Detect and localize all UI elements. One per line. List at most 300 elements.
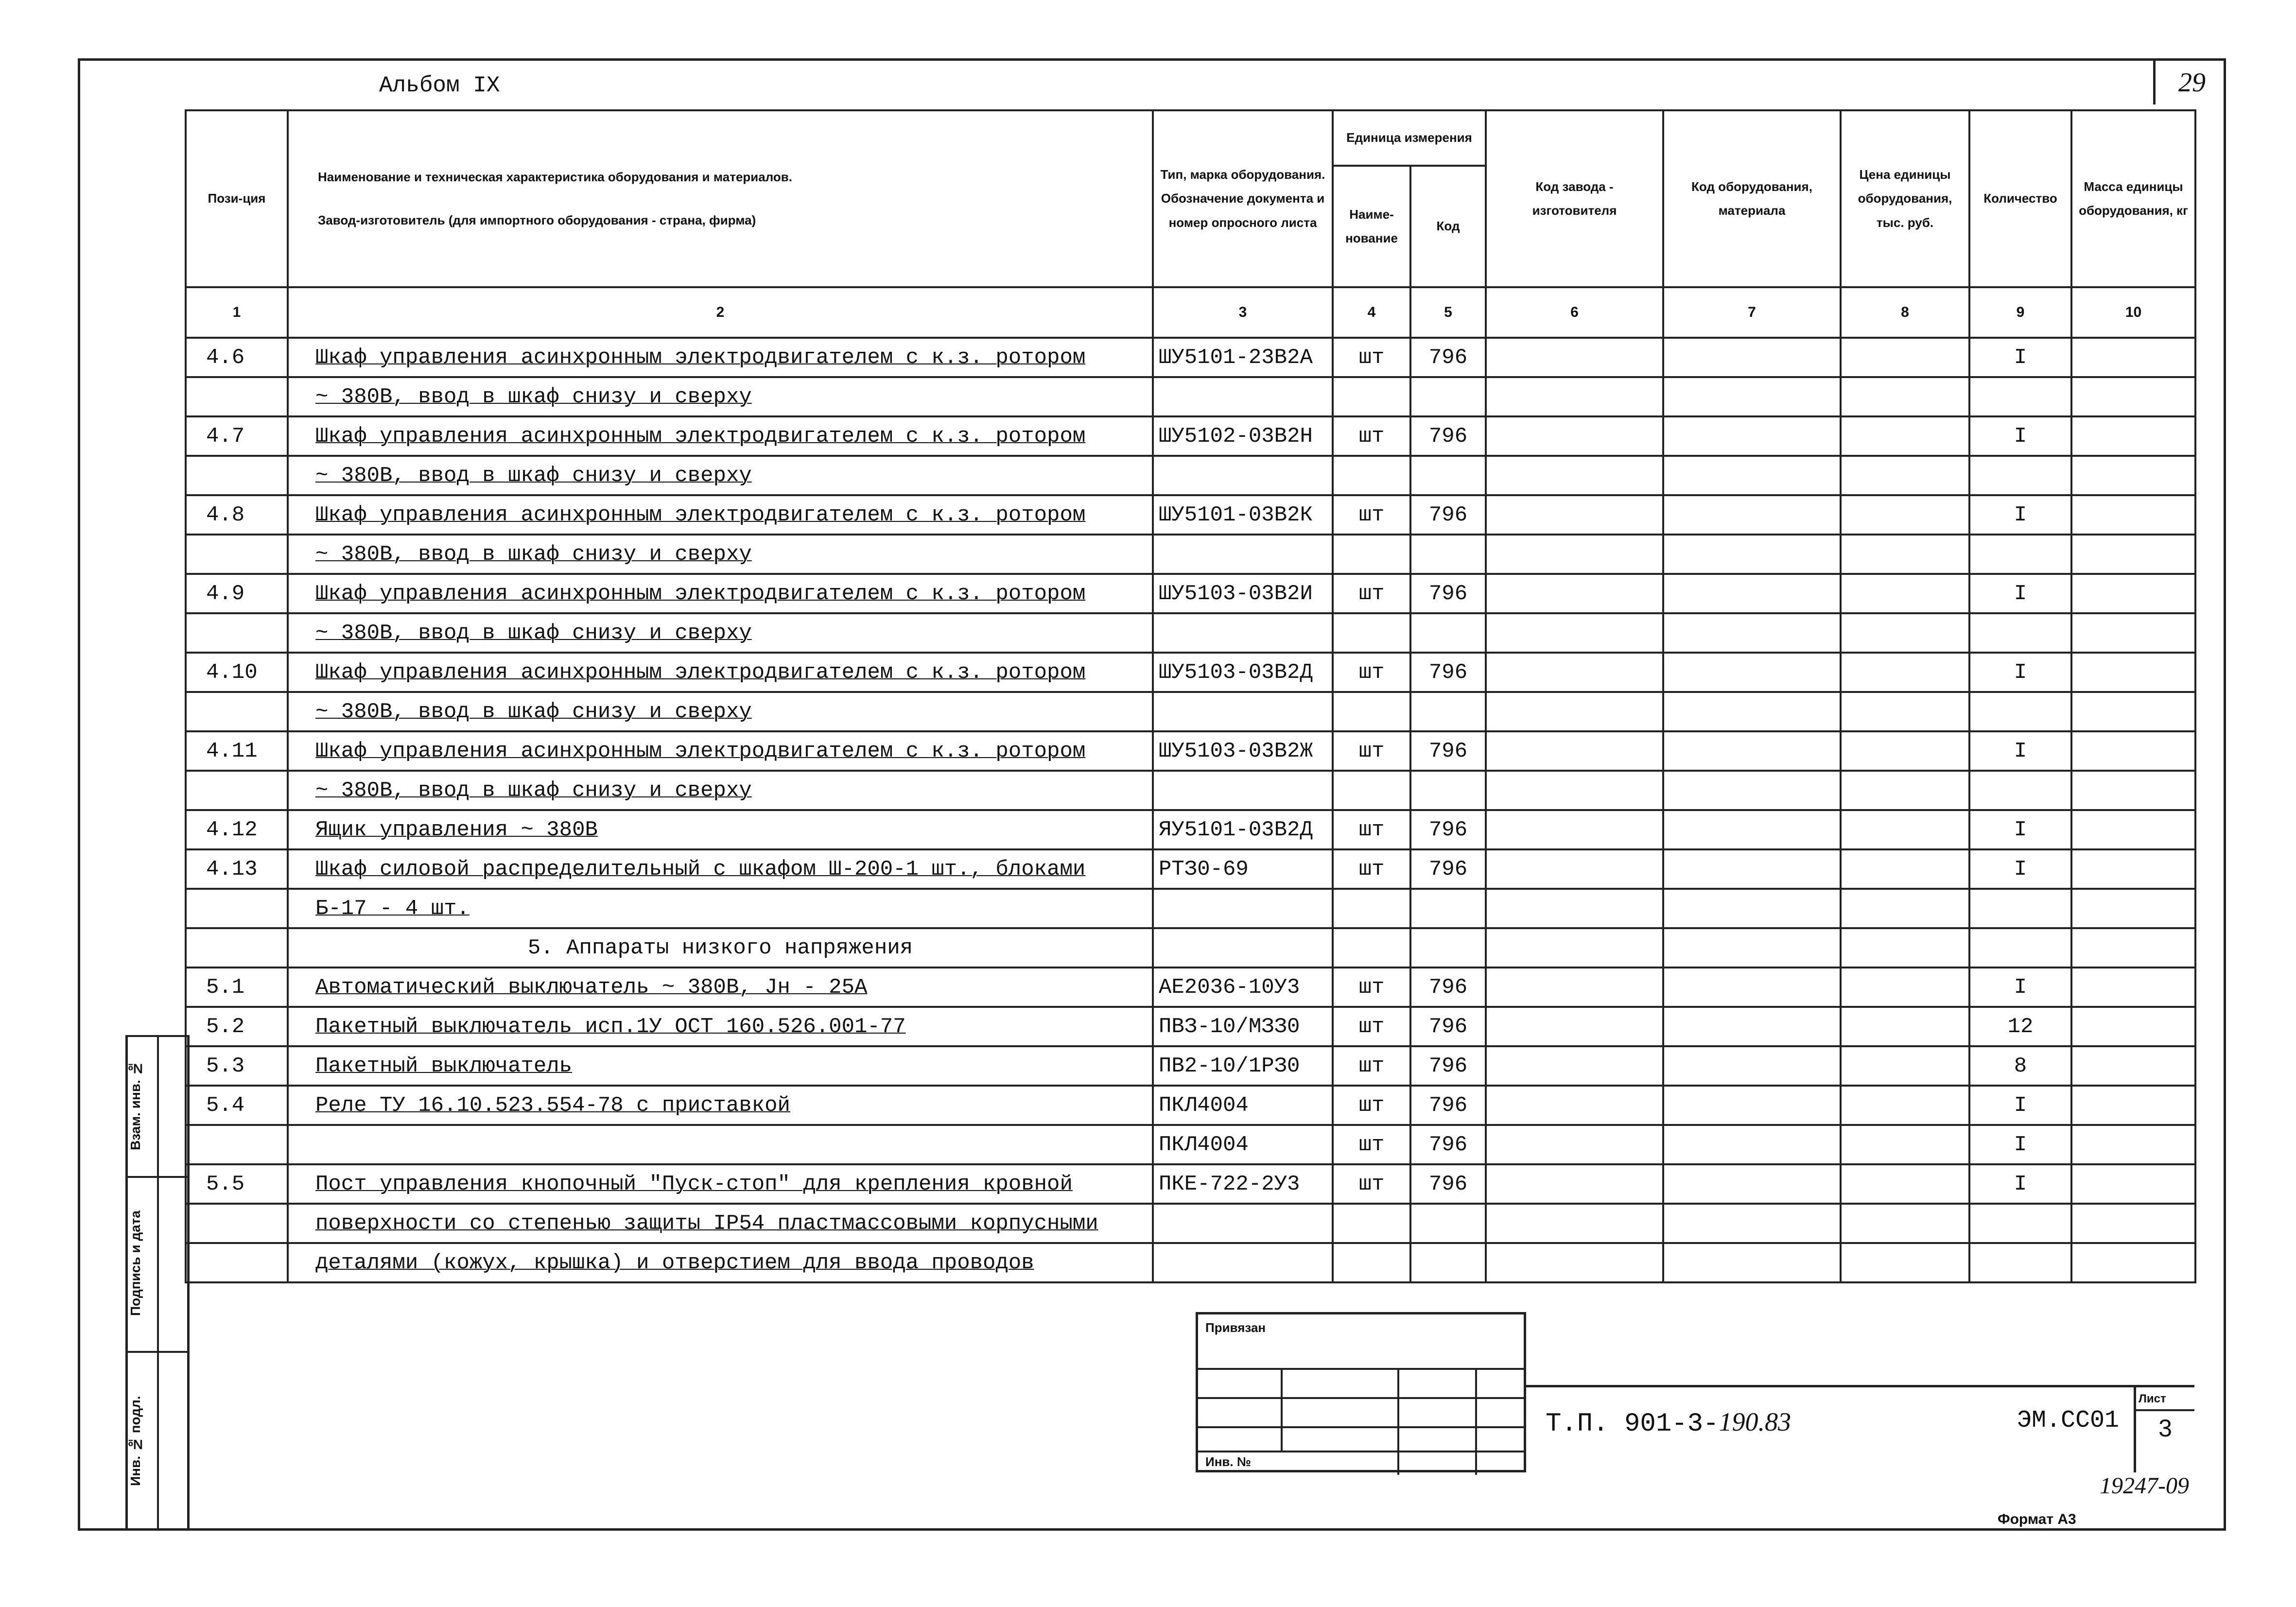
cell-m — [2071, 338, 2195, 377]
cell-qty — [1969, 771, 2071, 810]
cell-p — [1841, 1243, 1969, 1282]
cell-type: ЯУ5101-03В2Д — [1153, 810, 1333, 849]
cell-e — [1663, 810, 1841, 849]
cell-pos: 5.3 — [186, 1046, 288, 1086]
cell-qty: I — [1969, 495, 2071, 535]
cell-code: 796 — [1410, 849, 1486, 889]
cell-name: ~ 380В, ввод в шкаф снизу и сверху — [288, 692, 1153, 731]
cell-qty: I — [1969, 810, 2071, 849]
cell-unit — [1333, 456, 1410, 495]
cell-type — [1153, 1243, 1333, 1282]
cell-pos: 4.9 — [186, 574, 288, 613]
cell-unit: шт — [1333, 574, 1410, 613]
cell-type — [1153, 613, 1333, 653]
cell-unit: шт — [1333, 416, 1410, 456]
cell-f — [1486, 771, 1663, 810]
cell-type — [1153, 692, 1333, 731]
specification-table — [185, 109, 2196, 1283]
cell-e — [1663, 377, 1841, 416]
cell-type — [1153, 771, 1333, 810]
cell-unit: шт — [1333, 1046, 1410, 1086]
cell-p — [1841, 731, 1969, 771]
cell-f — [1486, 1164, 1663, 1204]
cell-m — [2071, 1125, 2195, 1164]
cell-code — [1410, 377, 1486, 416]
cell-pos: 4.7 — [186, 416, 288, 456]
cell-code: 796 — [1410, 968, 1486, 1007]
cell-pos — [186, 692, 288, 731]
cell-f — [1486, 613, 1663, 653]
cell-p — [1841, 928, 1969, 968]
cell-pos — [186, 771, 288, 810]
col-num: 8 — [1841, 287, 1969, 338]
cell-f — [1486, 377, 1663, 416]
header-type: Тип, марка оборудования. Обозначение документа и номер опросного листа — [1153, 110, 1333, 287]
cell-e — [1663, 889, 1841, 928]
cell-unit — [1333, 1243, 1410, 1282]
cell-name: поверхности со степенью защиты IP54 пластмассовыми корпусными — [288, 1204, 1153, 1243]
cell-f — [1486, 535, 1663, 574]
cell-m — [2071, 1204, 2195, 1243]
cell-unit: шт — [1333, 1086, 1410, 1125]
col-num: 5 — [1410, 287, 1486, 338]
cell-e — [1663, 968, 1841, 1007]
cell-m — [2071, 889, 2195, 928]
cell-unit: шт — [1333, 1007, 1410, 1046]
table-row — [186, 1204, 2195, 1243]
col-num: 7 — [1663, 287, 1841, 338]
cell-code: 796 — [1410, 810, 1486, 849]
cell-unit — [1333, 889, 1410, 928]
cell-f — [1486, 1125, 1663, 1164]
project-number-handwritten: 190.83 — [1719, 1407, 1791, 1436]
cell-code: 796 — [1410, 653, 1486, 692]
cell-e — [1663, 495, 1841, 535]
cell-name: Реле ТУ 16.10.523.554-78 с приставкой — [288, 1086, 1153, 1125]
cell-pos — [186, 456, 288, 495]
cell-p — [1841, 338, 1969, 377]
cell-type: ПКЛ4004 — [1153, 1086, 1333, 1125]
cell-f — [1486, 456, 1663, 495]
cell-e — [1663, 731, 1841, 771]
cell-pos: 4.8 — [186, 495, 288, 535]
table-row — [186, 1007, 2195, 1046]
cell-type — [1153, 1204, 1333, 1243]
cell-name: ~ 380В, ввод в шкаф снизу и сверху — [288, 535, 1153, 574]
cell-qty — [1969, 535, 2071, 574]
table-row — [186, 416, 2195, 456]
table-row — [186, 771, 2195, 810]
cell-qty — [1969, 1204, 2071, 1243]
cell-qty: I — [1969, 1125, 2071, 1164]
cell-p — [1841, 574, 1969, 613]
cell-e — [1663, 574, 1841, 613]
cell-m — [2071, 613, 2195, 653]
cell-p — [1841, 1204, 1969, 1243]
cell-unit — [1333, 928, 1410, 968]
cell-type — [1153, 928, 1333, 968]
cell-f — [1486, 731, 1663, 771]
header-qty: Количество — [1969, 110, 2071, 287]
column-numbers-row — [186, 287, 2195, 338]
cell-type: ПКЕ-722-2У3 — [1153, 1164, 1333, 1204]
cell-e — [1663, 416, 1841, 456]
cell-code: 796 — [1410, 1125, 1486, 1164]
cell-type: ПВ2-10/1РЗ0 — [1153, 1046, 1333, 1086]
cell-unit: шт — [1333, 968, 1410, 1007]
sheet-number: 3 — [2158, 1415, 2172, 1442]
cell-f — [1486, 338, 1663, 377]
cell-qty — [1969, 889, 2071, 928]
cell-qty: I — [1969, 416, 2071, 456]
cell-type: ШУ5103-03В2Д — [1153, 653, 1333, 692]
cell-qty: I — [1969, 338, 2071, 377]
cell-unit — [1333, 377, 1410, 416]
cell-unit — [1333, 1204, 1410, 1243]
col-num: 2 — [288, 287, 1153, 338]
cell-type: ШУ5103-03В2Ж — [1153, 731, 1333, 771]
table-row — [186, 495, 2195, 535]
cell-code: 796 — [1410, 731, 1486, 771]
header-mass: Масса единицы оборудования, кг — [2071, 110, 2195, 287]
cell-code: 796 — [1410, 338, 1486, 377]
cell-e — [1663, 771, 1841, 810]
cell-name: Шкаф управления асинхронным электродвигателем с к.з. ротором — [288, 731, 1153, 771]
cell-p — [1841, 495, 1969, 535]
attachment-stamp — [1196, 1312, 1526, 1472]
table-row — [186, 928, 2195, 968]
cell-pos — [186, 1243, 288, 1282]
cell-code: 796 — [1410, 1086, 1486, 1125]
cell-pos: 5.2 — [186, 1007, 288, 1046]
cell-code — [1410, 771, 1486, 810]
table-row — [186, 338, 2195, 377]
cell-e — [1663, 613, 1841, 653]
header-name — [288, 110, 1153, 287]
cell-e — [1663, 338, 1841, 377]
table-row — [186, 1243, 2195, 1282]
cell-m — [2071, 535, 2195, 574]
cell-pos: 5.1 — [186, 968, 288, 1007]
table-row — [186, 653, 2195, 692]
cell-qty: I — [1969, 1086, 2071, 1125]
inv-orig-label: Инв. № подл. — [128, 1396, 143, 1486]
cell-name: ~ 380В, ввод в шкаф снизу и сверху — [288, 377, 1153, 416]
cell-code — [1410, 1243, 1486, 1282]
project-number-prefix: Т.П. 901-3- — [1546, 1409, 1719, 1439]
cell-name: Шкаф управления асинхронным электродвигателем с к.з. ротором — [288, 653, 1153, 692]
col-num: 10 — [2071, 287, 2195, 338]
cell-p — [1841, 377, 1969, 416]
cell-pos: 4.10 — [186, 653, 288, 692]
cell-m — [2071, 731, 2195, 771]
inv-no-label: Инв. № — [1205, 1454, 1251, 1469]
cell-e — [1663, 1086, 1841, 1125]
cell-code: 796 — [1410, 1164, 1486, 1204]
cell-qty: I — [1969, 653, 2071, 692]
cell-f — [1486, 574, 1663, 613]
cell-unit — [1333, 771, 1410, 810]
cell-name: деталями (кожух, крышка) и отверстием для ввода проводов — [288, 1243, 1153, 1282]
cell-unit: шт — [1333, 338, 1410, 377]
cell-type: ПВЗ-10/МЗЗ0 — [1153, 1007, 1333, 1046]
cell-qty: 12 — [1969, 1007, 2071, 1046]
inventory-number: 19247-09 — [2100, 1473, 2189, 1499]
cell-p — [1841, 968, 1969, 1007]
header-name-line1: Наименование и техническая характеристика оборудования и материалов. — [318, 169, 793, 184]
cell-unit — [1333, 535, 1410, 574]
cell-pos: 5.5 — [186, 1164, 288, 1204]
album-label: Альбом IX — [379, 73, 500, 98]
cell-pos: 4.6 — [186, 338, 288, 377]
cell-p — [1841, 416, 1969, 456]
table-row — [186, 692, 2195, 731]
cell-f — [1486, 416, 1663, 456]
cell-unit: шт — [1333, 810, 1410, 849]
cell-p — [1841, 771, 1969, 810]
cell-e — [1663, 1164, 1841, 1204]
cell-qty: I — [1969, 1164, 2071, 1204]
cell-name: Шкаф управления асинхронным электродвигателем с к.з. ротором — [288, 338, 1153, 377]
sheet-label: Лист — [2139, 1392, 2166, 1405]
cell-m — [2071, 928, 2195, 968]
table-row — [186, 535, 2195, 574]
cell-name — [288, 1125, 1153, 1164]
cell-e — [1663, 849, 1841, 889]
cell-e — [1663, 692, 1841, 731]
cell-m — [2071, 849, 2195, 889]
cell-code — [1410, 889, 1486, 928]
cell-code — [1410, 1204, 1486, 1243]
cell-name: ~ 380В, ввод в шкаф снизу и сверху — [288, 613, 1153, 653]
cell-m — [2071, 495, 2195, 535]
cell-qty: 8 — [1969, 1046, 2071, 1086]
table-row — [186, 889, 2195, 928]
cell-m — [2071, 968, 2195, 1007]
cell-pos — [186, 1204, 288, 1243]
cell-code: 796 — [1410, 416, 1486, 456]
cell-type — [1153, 456, 1333, 495]
cell-e — [1663, 456, 1841, 495]
cell-type: РТЗ0-69 — [1153, 849, 1333, 889]
cell-e — [1663, 1243, 1841, 1282]
inv-swap-label: Взам. инв. № — [128, 1061, 143, 1150]
cell-p — [1841, 456, 1969, 495]
cell-e — [1663, 928, 1841, 968]
cell-p — [1841, 889, 1969, 928]
cell-code: 796 — [1410, 574, 1486, 613]
cell-f — [1486, 1007, 1663, 1046]
table-row — [186, 574, 2195, 613]
col-num: 9 — [1969, 287, 2071, 338]
table-row — [186, 968, 2195, 1007]
cell-type — [1153, 889, 1333, 928]
table-row — [186, 849, 2195, 889]
cell-code: 796 — [1410, 495, 1486, 535]
cell-p — [1841, 653, 1969, 692]
cell-f — [1486, 1204, 1663, 1243]
table-row — [186, 1086, 2195, 1125]
cell-qty — [1969, 377, 2071, 416]
col-num: 1 — [186, 287, 288, 338]
cell-e — [1663, 535, 1841, 574]
cell-p — [1841, 1086, 1969, 1125]
cell-name: Шкаф силовой распределительный с шкафом Ш-200-1 шт., блоками — [288, 849, 1153, 889]
cell-p — [1841, 849, 1969, 889]
header-name-line2: Завод-изготовитель (для импортного оборудования - страна, фирма) — [318, 213, 756, 227]
cell-type — [1153, 377, 1333, 416]
cell-name: Автоматический выключатель ~ 380В, Jн - 25А — [288, 968, 1153, 1007]
col-num: 3 — [1153, 287, 1333, 338]
cell-f — [1486, 1046, 1663, 1086]
cell-e — [1663, 1007, 1841, 1046]
table-row — [186, 731, 2195, 771]
cell-unit: шт — [1333, 849, 1410, 889]
header-equip-code: Код оборудования, материала — [1663, 110, 1841, 287]
cell-p — [1841, 613, 1969, 653]
cell-unit: шт — [1333, 731, 1410, 771]
cell-e — [1663, 1046, 1841, 1086]
header-unit-name: Наиме-нование — [1333, 166, 1410, 287]
cell-qty — [1969, 692, 2071, 731]
cell-name: ~ 380В, ввод в шкаф снизу и сверху — [288, 456, 1153, 495]
cell-e — [1663, 1125, 1841, 1164]
cell-type: АЕ2036-10У3 — [1153, 968, 1333, 1007]
cell-pos — [186, 613, 288, 653]
cell-e — [1663, 1204, 1841, 1243]
cell-pos: 4.12 — [186, 810, 288, 849]
cell-f — [1486, 889, 1663, 928]
format-label: Формат А3 — [1998, 1511, 2076, 1527]
cell-p — [1841, 810, 1969, 849]
cell-type: ШУ5101-23В2А — [1153, 338, 1333, 377]
col-num: 6 — [1486, 287, 1663, 338]
cell-f — [1486, 849, 1663, 889]
cell-code — [1410, 928, 1486, 968]
cell-p — [1841, 1046, 1969, 1086]
header-factory-code: Код завода - изготовителя — [1486, 110, 1663, 287]
cell-qty: I — [1969, 574, 2071, 613]
cell-qty — [1969, 1243, 2071, 1282]
cell-name: Ящик управления ~ 380В — [288, 810, 1153, 849]
cell-qty — [1969, 456, 2071, 495]
cell-pos — [186, 535, 288, 574]
cell-f — [1486, 495, 1663, 535]
cell-m — [2071, 1007, 2195, 1046]
table-row — [186, 613, 2195, 653]
table-row — [186, 1125, 2195, 1164]
cell-m — [2071, 810, 2195, 849]
cell-m — [2071, 1243, 2195, 1282]
cell-qty: I — [1969, 968, 2071, 1007]
cell-e — [1663, 653, 1841, 692]
cell-name: Пакетный выключатель — [288, 1046, 1153, 1086]
cell-pos — [186, 889, 288, 928]
cell-name: Пост управления кнопочный "Пуск-стоп" для крепления кровной — [288, 1164, 1153, 1204]
cell-m — [2071, 1086, 2195, 1125]
cell-p — [1841, 692, 1969, 731]
cell-f — [1486, 653, 1663, 692]
cell-code — [1410, 613, 1486, 653]
page-number: 29 — [2153, 61, 2228, 104]
cell-p — [1841, 1164, 1969, 1204]
cell-name: ~ 380В, ввод в шкаф снизу и сверху — [288, 771, 1153, 810]
header-row — [186, 110, 2195, 166]
cell-type: ШУ5103-03В2И — [1153, 574, 1333, 613]
cell-m — [2071, 1164, 2195, 1204]
cell-m — [2071, 1046, 2195, 1086]
cell-pos: 4.13 — [186, 849, 288, 889]
cell-m — [2071, 771, 2195, 810]
cell-name: Шкаф управления асинхронным электродвигателем с к.з. ротором — [288, 416, 1153, 456]
cell-f — [1486, 968, 1663, 1007]
table-row — [186, 810, 2195, 849]
left-stamp-column — [125, 1035, 190, 1531]
cell-code — [1410, 692, 1486, 731]
cell-unit: шт — [1333, 653, 1410, 692]
cell-pos: 4.11 — [186, 731, 288, 771]
cell-code: 796 — [1410, 1007, 1486, 1046]
table-row — [186, 1046, 2195, 1086]
document-code: ЭМ.СС01 — [2017, 1407, 2120, 1434]
cell-type: ШУ5101-03В2К — [1153, 495, 1333, 535]
cell-type — [1153, 535, 1333, 574]
header-unit-code: Код — [1410, 166, 1486, 287]
cell-qty — [1969, 928, 2071, 968]
cell-pos — [186, 377, 288, 416]
cell-m — [2071, 416, 2195, 456]
table-row — [186, 377, 2195, 416]
cell-p — [1841, 1125, 1969, 1164]
table-row — [186, 1164, 2195, 1204]
cell-qty: I — [1969, 731, 2071, 771]
cell-name: 5. Аппараты низкого напряжения — [288, 928, 1153, 968]
col-num: 4 — [1333, 287, 1410, 338]
cell-qty: I — [1969, 849, 2071, 889]
header-unit: Единица измерения — [1333, 110, 1486, 166]
cell-pos — [186, 1125, 288, 1164]
cell-unit: шт — [1333, 495, 1410, 535]
cell-f — [1486, 1243, 1663, 1282]
project-number — [1546, 1407, 1791, 1439]
cell-m — [2071, 692, 2195, 731]
cell-code: 796 — [1410, 1046, 1486, 1086]
cell-p — [1841, 1007, 1969, 1046]
cell-code — [1410, 456, 1486, 495]
cell-unit: шт — [1333, 1164, 1410, 1204]
header-price: Цена единицы оборудования, тыс. руб. — [1841, 110, 1969, 287]
cell-m — [2071, 377, 2195, 416]
cell-code — [1410, 535, 1486, 574]
cell-unit — [1333, 613, 1410, 653]
cell-f — [1486, 1086, 1663, 1125]
cell-name: Шкаф управления асинхронным электродвигателем с к.з. ротором — [288, 574, 1153, 613]
header-pos: Пози-ция — [186, 110, 288, 287]
cell-m — [2071, 574, 2195, 613]
cell-name: Б-17 - 4 шт. — [288, 889, 1153, 928]
cell-pos: 5.4 — [186, 1086, 288, 1125]
table-row — [186, 456, 2195, 495]
cell-name: Пакетный выключатель исп.1У ОСТ 160.526.001-77 — [288, 1007, 1153, 1046]
cell-qty — [1969, 613, 2071, 653]
cell-m — [2071, 653, 2195, 692]
cell-f — [1486, 928, 1663, 968]
cell-f — [1486, 810, 1663, 849]
cell-unit: шт — [1333, 1125, 1410, 1164]
cell-unit — [1333, 692, 1410, 731]
attached-label: Привязан — [1205, 1320, 1266, 1335]
sign-date-label: Подпись и дата — [128, 1210, 143, 1316]
